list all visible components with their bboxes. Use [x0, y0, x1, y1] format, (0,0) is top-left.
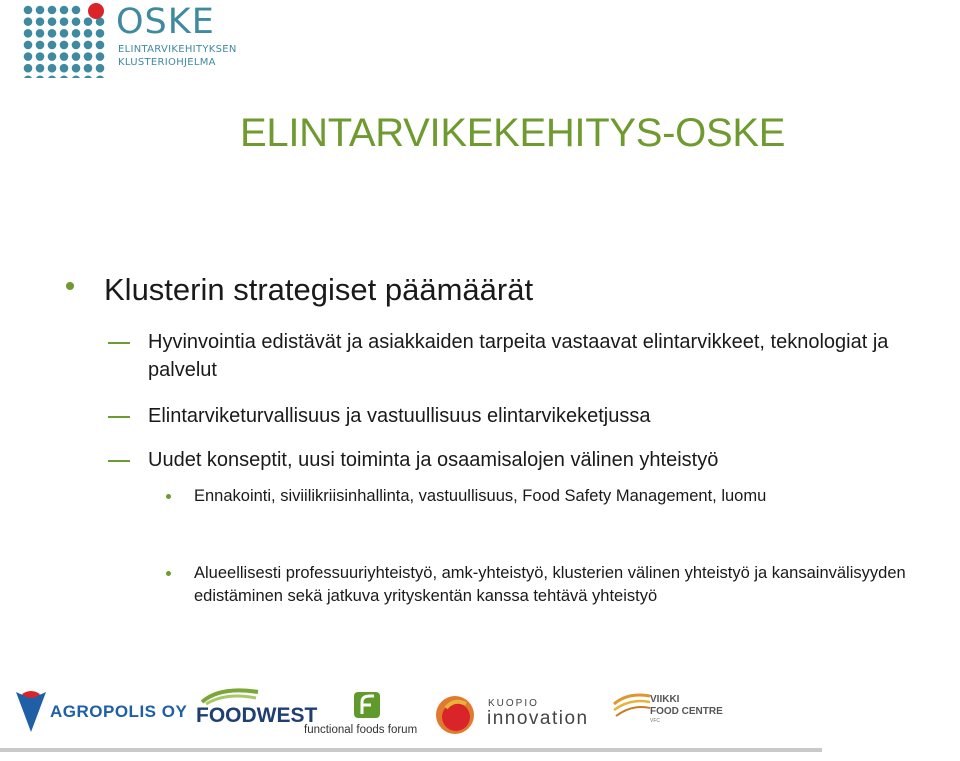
logo-dot	[24, 76, 33, 78]
functional-foods-logo	[300, 682, 420, 742]
oske-logo	[22, 2, 262, 78]
logo-dot	[96, 64, 105, 73]
logo-dot	[36, 6, 45, 15]
logo-dot	[36, 52, 45, 61]
slide-title: ELINTARVIKEKEHITYS-OSKE	[240, 111, 786, 155]
logo-dot	[84, 41, 93, 50]
logo-dot	[48, 17, 57, 26]
logo-dot	[72, 41, 81, 50]
partner-logos	[0, 682, 960, 752]
logo-dot	[84, 29, 93, 38]
detail-item-text: Alueellisesti professuuriyhteistyö, amk-yhteistyö, klusterien välinen yhteistyö ja kansainvälisyyden edistäminen sekä jatkuva yrityskentän kanssa tehtävä yhteistyö	[194, 564, 906, 605]
sub-item-text: Elintarviketurvallisuus ja vastuullisuus elintarvikeketjussa	[148, 405, 651, 427]
logo-dot	[24, 6, 33, 15]
oske-dot-grid-icon	[22, 2, 114, 78]
logo-dot	[96, 29, 105, 38]
kuopio-bottom: innovation	[487, 708, 589, 729]
logo-dot	[48, 41, 57, 50]
logo-dot	[36, 17, 45, 26]
logo-dot	[48, 6, 57, 15]
logo-dot	[24, 17, 33, 26]
logo-dot	[48, 76, 57, 78]
logo-dot	[24, 29, 33, 38]
logo-dot	[36, 41, 45, 50]
logo-dot	[60, 6, 69, 15]
logo-dot	[36, 76, 45, 78]
functional-foods-name: functional foods forum	[304, 724, 418, 736]
fff-leaf-icon	[352, 690, 382, 720]
logo-dot	[60, 52, 69, 61]
foodwest-wheat-icon	[200, 686, 260, 706]
logo-dot	[72, 76, 81, 78]
kuopio-top: KUOPIO	[488, 698, 539, 709]
bullet-dot-icon	[166, 494, 171, 499]
kuopio-apple-icon	[432, 690, 478, 736]
logo-dot	[72, 64, 81, 73]
logo-dot	[48, 29, 57, 38]
kuopio-innovation-logo	[432, 682, 602, 742]
logo-subtitle	[118, 43, 237, 69]
logo-red-dot	[88, 3, 104, 19]
logo-dot	[84, 52, 93, 61]
viikki-wave-icon	[612, 690, 652, 722]
logo-dot	[60, 41, 69, 50]
bullet-dot-icon	[66, 282, 74, 290]
logo-dot	[24, 52, 33, 61]
logo-dot	[60, 17, 69, 26]
logo-dot	[60, 64, 69, 73]
viikki-logo	[612, 682, 742, 742]
sub-item-text: Uudet konseptit, uusi toiminta ja osaamisalojen välinen yhteistyö	[148, 449, 719, 471]
sub-item-text: Hyvinvointia edistävät ja asiakkaiden tarpeita vastaavat elintarvikkeet, teknologiat ja palvelut	[148, 331, 889, 381]
main-bullet-text: Klusterin strategiset päämäärät	[104, 272, 534, 307]
logo-dot	[84, 76, 93, 78]
logo-dot	[60, 76, 69, 78]
agropolis-name: AGROPOLIS OY	[50, 702, 188, 721]
footer-divider	[0, 748, 822, 752]
agropolis-leaf-icon	[14, 688, 48, 734]
dash-icon	[108, 416, 130, 418]
agropolis-logo	[14, 682, 188, 742]
dash-icon	[108, 460, 130, 462]
logo-dot	[24, 64, 33, 73]
foodwest-logo	[194, 682, 318, 742]
logo-name: OSKE	[116, 2, 215, 42]
logo-dot	[72, 6, 81, 15]
bullet-dot-icon	[166, 571, 171, 576]
foodwest-name: FOODWEST	[196, 704, 318, 727]
viikki-line2: FOOD CENTRE	[650, 706, 723, 717]
logo-subtitle-line2: KLUSTERIOHJELMA	[118, 57, 216, 68]
logo-dot	[84, 64, 93, 73]
logo-dot	[36, 29, 45, 38]
logo-dot	[96, 76, 105, 78]
detail-item-text: Ennakointi, siviilikriisinhallinta, vastuullisuus, Food Safety Management, luomu	[194, 487, 767, 505]
logo-dot	[96, 52, 105, 61]
logo-subtitle-line1: ELINTARVIKEHITYKSEN	[118, 44, 237, 55]
dash-icon	[108, 342, 130, 344]
logo-dot	[24, 41, 33, 50]
logo-dot	[96, 41, 105, 50]
logo-dot	[72, 29, 81, 38]
logo-dot	[84, 17, 93, 26]
viikki-small: VFC	[650, 718, 660, 724]
logo-dot	[72, 17, 81, 26]
logo-dot	[48, 52, 57, 61]
logo-dot	[48, 64, 57, 73]
viikki-line1: VIIKKI	[650, 694, 680, 705]
logo-dot	[60, 29, 69, 38]
logo-dot	[36, 64, 45, 73]
logo-dot	[72, 52, 81, 61]
